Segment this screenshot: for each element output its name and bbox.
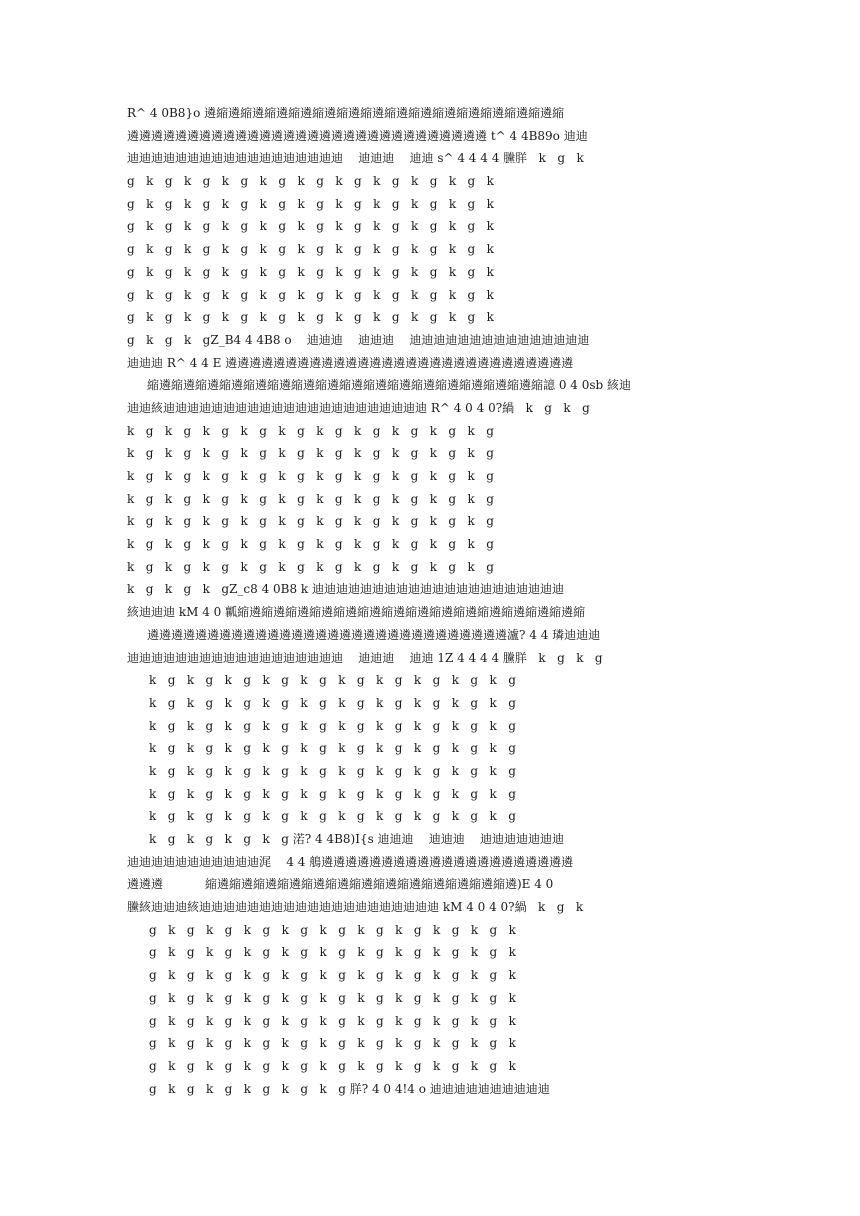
text-line: 迪迪迪迪迪迪迪迪迪迪迪浘 4 4 鵃遴遴遴遴遴遴遴遴遴遴遴遴遴遴遴遴遴遴遴遴遴 xyxy=(127,854,574,869)
text-line: g k g k g k g k g k g k g k g k g k g k xyxy=(127,264,494,279)
text-line: k g k g k g k g k g k g k g k g k g k g xyxy=(149,673,516,688)
text-line: k g k g k g k g 渃? 4 4B8)I{s 迪迪迪 迪迪迪 迪迪迪迪迪迪迪 xyxy=(149,832,565,846)
text-line: g k g k g k g k g k g k g k g k g k g k xyxy=(127,287,494,302)
text-line: g k g k g k g k g k g k g k g k g k g k xyxy=(127,310,494,325)
text-line: 縮遴縮遴縮遴縮遴縮遴縮遴縮遴縮遴縮遴縮遴縮遴縮遴縮遴縮遴縮遴縮遴縮譩 0 4 0sb 絯迪 xyxy=(147,378,632,393)
text-line: k g k g k g k g k g k g k g k g k g k g xyxy=(149,695,516,710)
text-line: 遴遴遴 縮遴縮遴縮遴縮遴縮遴縮遴縮遴縮遴縮遴縮遴縮遴縮遴縮遴)E 4 0 xyxy=(127,877,554,892)
text-line: g k g k g k g k g k g k g k g k g k g k xyxy=(149,1036,516,1051)
text-line: k g k g k g k g k g k g k g k g k g k g xyxy=(127,514,494,529)
text-line: 迪迪迪 R^ 4 4 E 遴遴遴遴遴遴遴遴遴遴遴遴遴遴遴遴遴遴遴遴遴遴遴遴遴遴遴遴遴 xyxy=(127,355,574,370)
text-line: g k g k g k g k g k g k g k g k g k g k xyxy=(149,922,516,937)
text-line: k g k g k g k g k g k g k g k g k g k g xyxy=(127,423,494,438)
text-line: 遴遴遴遴遴遴遴遴遴遴遴遴遴遴遴遴遴遴遴遴遴遴遴遴遴遴遴遴遴遴瀘? 4 4 璘迪迪迪 xyxy=(147,627,601,642)
text-line: g k g k g k g k g k g k g k g k g k g k xyxy=(127,196,494,211)
text-line: g k g k g k g k g k g k g k g k g k g k xyxy=(149,990,516,1005)
text-line: k g k g k g k g k g k g k g k g k g k g xyxy=(127,491,494,506)
text-line: k g k g k g k g k g k g k g k g k g k g xyxy=(127,537,494,552)
text-line: 迪迪迪迪迪迪迪迪迪迪迪迪迪迪迪迪迪迪 迪迪迪 迪迪 s^ 4 4 4 4 黱羘 k g k xyxy=(127,151,584,166)
text-line: k g k g k g k g k g k g k g k g k g k g xyxy=(149,741,516,756)
text-line: g k g k g k g k g k g 羘? 4 0 4!4 o 迪迪迪迪迪迪迪迪迪迪 xyxy=(149,1081,550,1096)
text-line: k g k g k g k g k g k g k g k g k g k g xyxy=(127,446,494,461)
text-line: g k g k g k g k g k g k g k g k g k g k xyxy=(127,219,494,234)
text-line: k g k g k g k g k g k g k g k g k g k g xyxy=(149,809,516,824)
text-line: 遴遴遴遴遴遴遴遴遴遴遴遴遴遴遴遴遴遴遴遴遴遴遴遴遴遴遴遴遴遴 t^ 4 4B89o 迪迪 xyxy=(127,128,588,143)
text-line: 迪迪絯迪迪迪迪迪迪迪迪迪迪迪迪迪迪迪迪迪迪迪迪迪迪 R^ 4 0 4 0?緺 k g k g xyxy=(127,400,590,415)
text-line: g k g k g k g k g k g k g k g k g k g k xyxy=(149,945,516,960)
text-line: R^ 4 0B8}o 遴縮遴縮遴縮遴縮遴縮遴縮遴縮遴縮遴縮遴縮遴縮遴縮遴縮遴縮遴縮 xyxy=(127,106,565,120)
text-line: g k g k g k g k g k g k g k g k g k g k xyxy=(149,1058,516,1073)
text-line: 黱絯迪迪迪絯迪迪迪迪迪迪迪迪迪迪迪迪迪迪迪迪迪迪迪迪 kM 4 0 4 0?緺 k g k xyxy=(127,900,584,915)
text-line: g k g k g k g k g k g k g k g k g k g k xyxy=(127,174,494,189)
text-line: k g k g k g k g k g k g k g k g k g k g xyxy=(127,559,494,574)
text-line: g k g k gZ_B4 4 4B8 o 迪迪迪 迪迪迪 迪迪迪迪迪迪迪迪迪迪迪迪迪迪迪 xyxy=(127,332,590,347)
garbled-text-block xyxy=(127,102,739,1100)
text-line: k g k g k g k g k g k g k g k g k g k g xyxy=(149,763,516,778)
text-line: g k g k g k g k g k g k g k g k g k g k xyxy=(149,968,516,983)
text-line: 迪迪迪迪迪迪迪迪迪迪迪迪迪迪迪迪迪迪 迪迪迪 迪迪 1Z 4 4 4 4 黱羘 k g k g xyxy=(127,650,603,665)
text-line: k g k g k g k g k g k g k g k g k g k g xyxy=(149,718,516,733)
text-line: k g k g k g k g k g k g k g k g k g k g xyxy=(127,469,494,483)
text-line: k g k g k gZ_c8 4 0B8 k 迪迪迪迪迪迪迪迪迪迪迪迪迪迪迪迪迪迪迪迪迪 xyxy=(127,582,565,597)
text-line: g k g k g k g k g k g k g k g k g k g k xyxy=(149,1013,516,1028)
text-line: 絯迪迪迪 kM 4 0 瓤縮遴縮遴縮遴縮遴縮遴縮遴縮遴縮遴縮遴縮遴縮遴縮遴縮遴縮遴縮 xyxy=(127,605,586,620)
text-line: g k g k g k g k g k g k g k g k g k g k xyxy=(127,242,494,257)
text-line: k g k g k g k g k g k g k g k g k g k g xyxy=(149,786,516,801)
